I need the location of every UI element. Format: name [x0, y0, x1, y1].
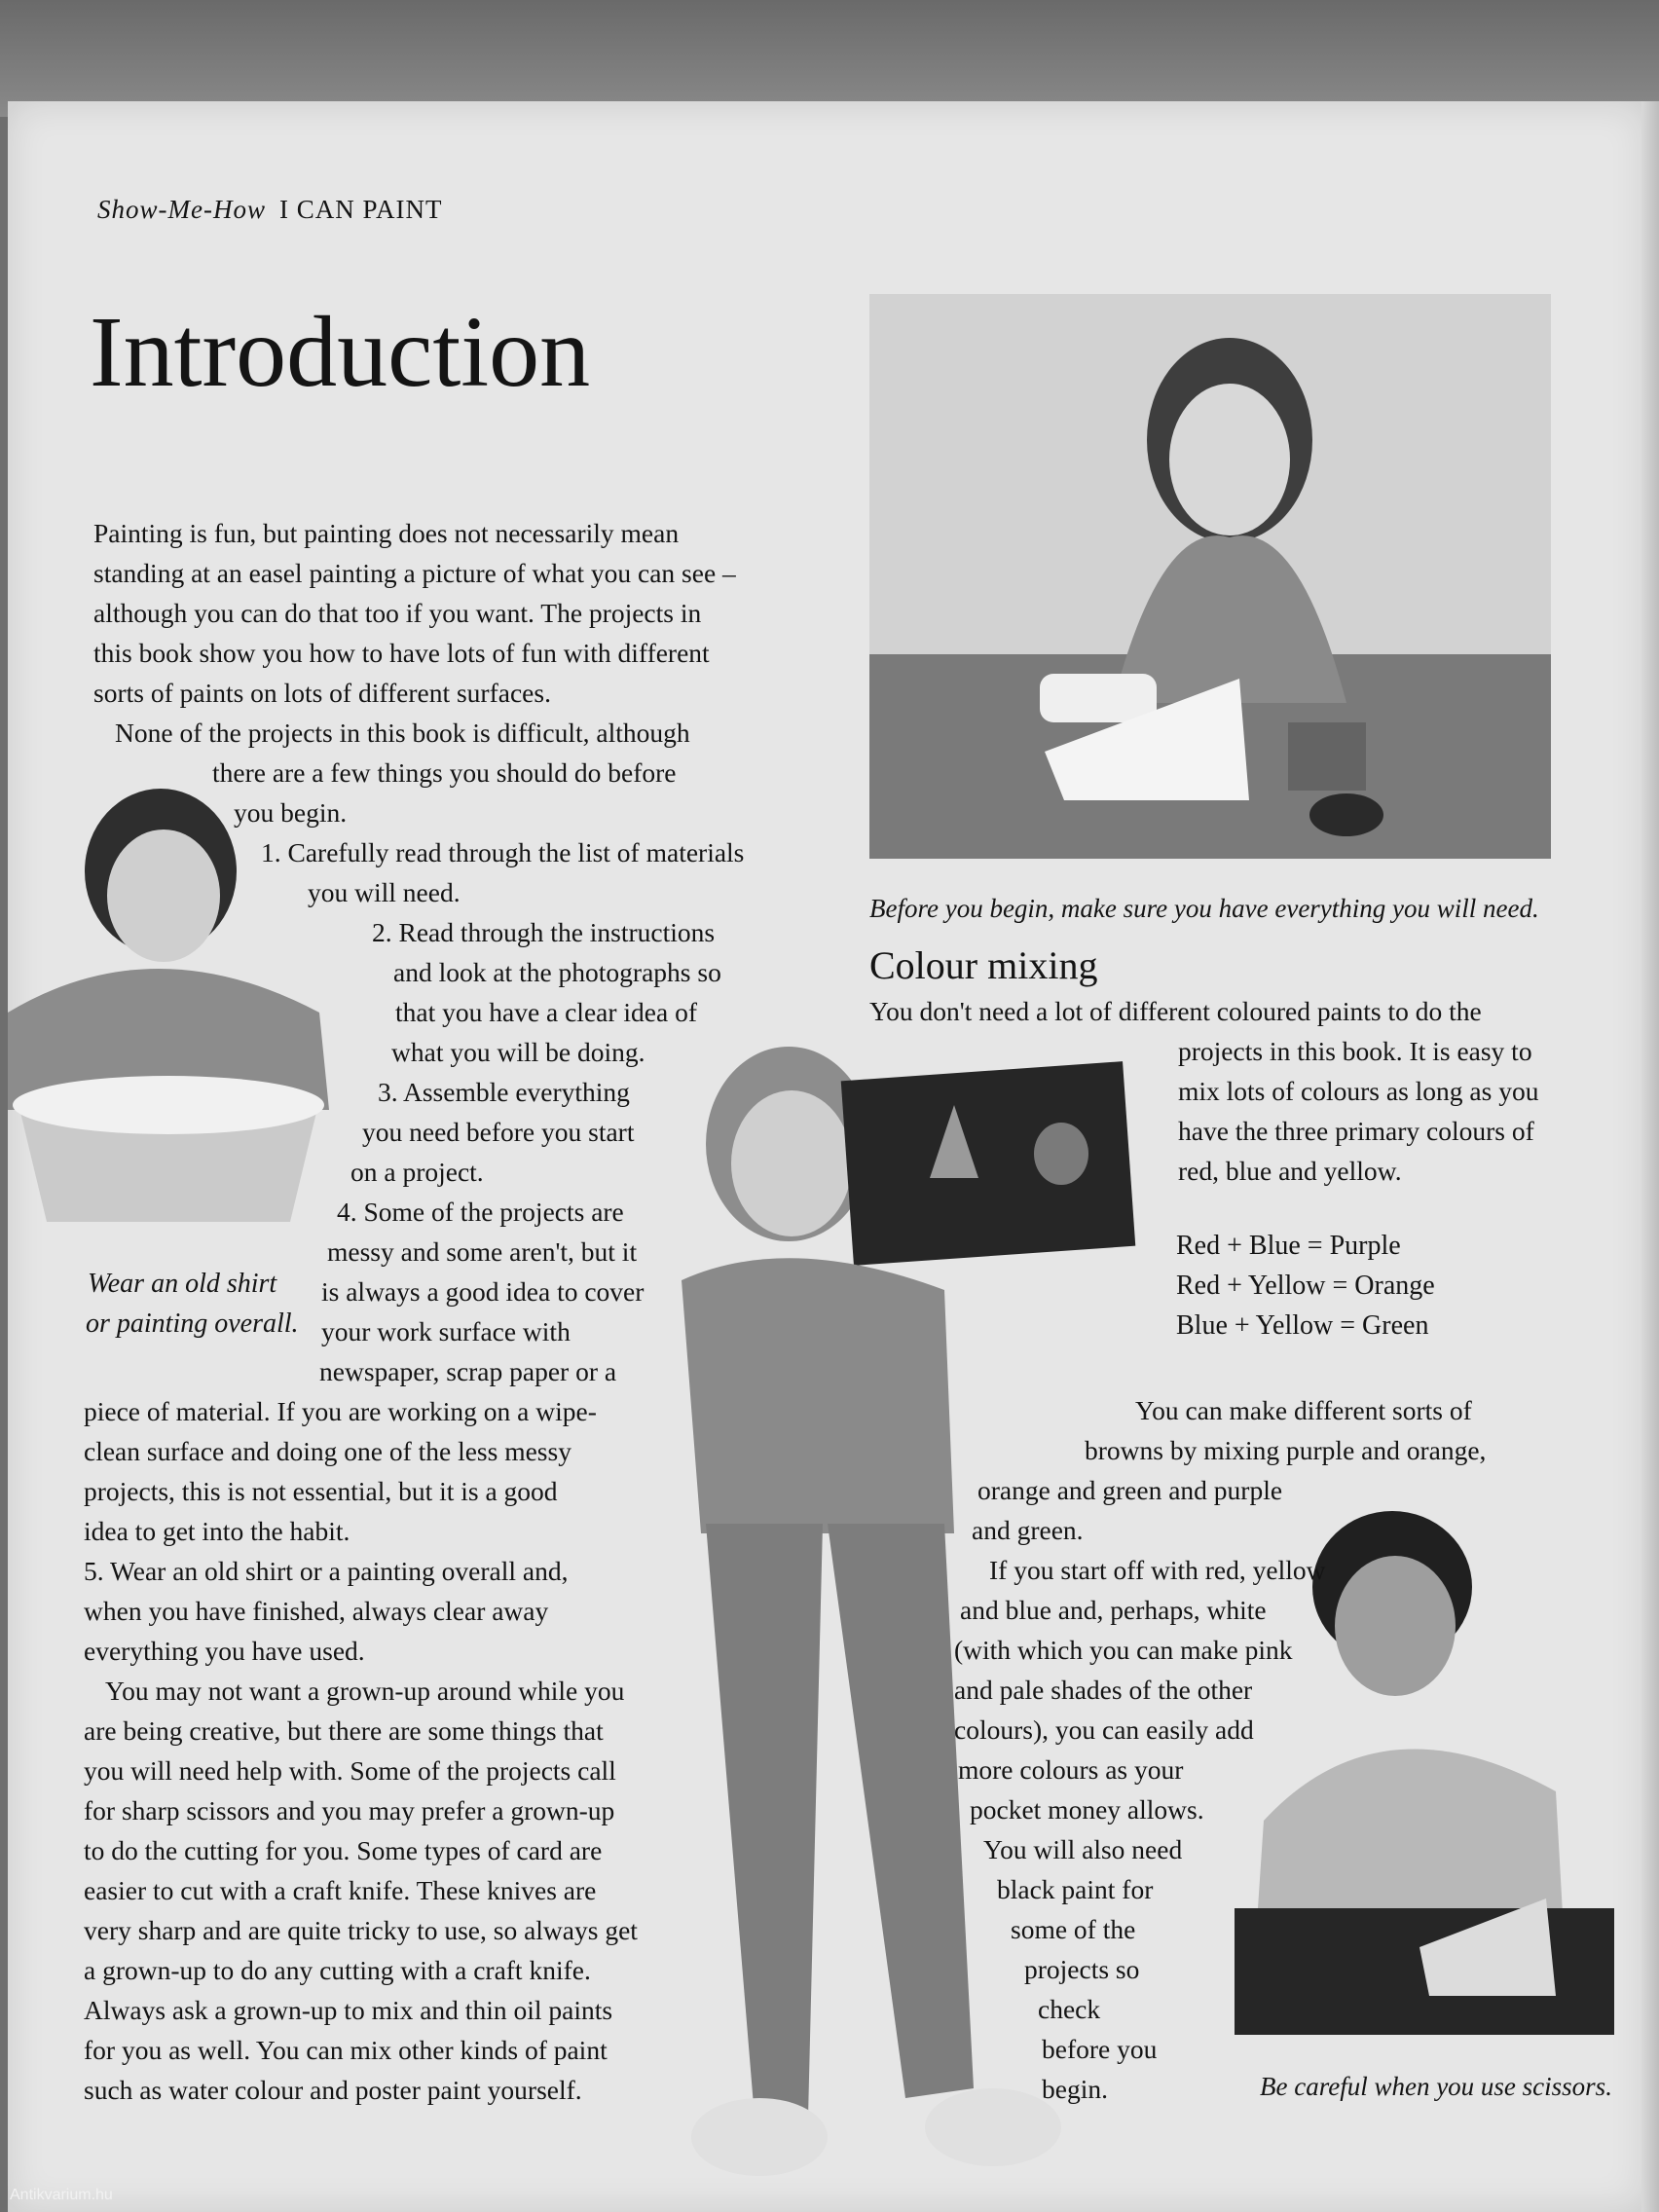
- text-line: projects, this is not essential, but it is a good: [84, 1476, 558, 1506]
- text-line: projects in this book. It is easy to: [1178, 1036, 1532, 1066]
- caption-before-you-begin: Before you begin, make sure you have everything you will need.: [869, 894, 1539, 923]
- watermark: Antikvarium.hu: [10, 2187, 113, 2203]
- text-line: for you as well. You can mix other kinds of paint: [84, 2035, 608, 2065]
- text-line: Always ask a grown-up to mix and thin oil paints: [84, 1995, 613, 2025]
- text-line: newspaper, scrap paper or a: [319, 1356, 617, 1386]
- caption-overall-line-2: or painting overall.: [86, 1309, 299, 1339]
- text-line: (with which you can make pink: [954, 1635, 1293, 1665]
- text-line: and green.: [972, 1515, 1084, 1545]
- text-line: piece of material. If you are working on a wipe-: [84, 1396, 597, 1426]
- text-line: you need before you start: [362, 1117, 635, 1147]
- text-line: easier to cut with a craft knife. These knives are: [84, 1875, 597, 1905]
- text-line: some of the: [1011, 1914, 1136, 1944]
- text-line: and pale shades of the other: [954, 1675, 1253, 1705]
- colour-equation-purple: Red + Blue = Purple: [1176, 1231, 1401, 1261]
- text-line: You will also need: [983, 1834, 1183, 1864]
- text-line: You may not want a grown-up around while you: [105, 1676, 625, 1706]
- text-line: orange and green and purple: [977, 1475, 1283, 1505]
- colour-equation-orange: Red + Yellow = Orange: [1176, 1271, 1435, 1301]
- text-line: you will need.: [308, 877, 461, 907]
- text-line: begin.: [1042, 2074, 1108, 2104]
- text-line: idea to get into the habit.: [84, 1516, 350, 1546]
- text-line: and look at the photographs so: [393, 957, 721, 987]
- text-line: sorts of paints on lots of different surfaces.: [93, 678, 551, 708]
- text-line: are being creative, but there are some things that: [84, 1715, 604, 1746]
- colour-mixing-heading: Colour mixing: [869, 943, 1098, 987]
- text-line: such as water colour and poster paint yourself.: [84, 2075, 582, 2105]
- text-line: is always a good idea to cover: [321, 1276, 645, 1307]
- text-line: You don't need a lot of different coloured paints to do the: [869, 996, 1482, 1026]
- text-line: None of the projects in this book is difficult, although: [115, 718, 690, 748]
- text-line: and blue and, perhaps, white: [960, 1595, 1267, 1625]
- caption-overall-line-1: Wear an old shirt: [88, 1269, 277, 1299]
- text-line: mix lots of colours as long as you: [1178, 1076, 1539, 1106]
- text-line: to do the cutting for you. Some types of card are: [84, 1835, 603, 1865]
- text-line: 2. Read through the instructions: [372, 917, 716, 947]
- text-line: very sharp and are quite tricky to use, so always get: [84, 1915, 638, 1945]
- photo-girl-with-materials-illustration: [869, 294, 1551, 859]
- text-line: Painting is fun, but painting does not necessarily mean: [93, 518, 680, 548]
- text-line: a grown-up to do any cutting with a craft knife.: [84, 1955, 591, 1985]
- photo-girl-with-materials: [869, 294, 1551, 859]
- text-line: have the three primary colours of: [1178, 1116, 1534, 1146]
- text-line: clean surface and doing one of the less messy: [84, 1436, 571, 1466]
- text-line: browns by mixing purple and orange,: [1085, 1435, 1487, 1465]
- text-line: You can make different sorts of: [1135, 1395, 1472, 1425]
- text-line: 4. Some of the projects are: [337, 1197, 624, 1227]
- text-line: 3. Assemble everything: [378, 1077, 630, 1107]
- series-name: Show-Me-How: [97, 195, 266, 224]
- text-line: black paint for: [997, 1874, 1154, 1904]
- colour-equation-green: Blue + Yellow = Green: [1176, 1310, 1429, 1341]
- text-line: 1. Carefully read through the list of materials: [261, 837, 745, 867]
- text-line: 5. Wear an old shirt or a painting overall and,: [84, 1556, 569, 1586]
- text-line: before you: [1042, 2034, 1158, 2064]
- text-line: you will need help with. Some of the projects call: [84, 1755, 616, 1786]
- text-line: your work surface with: [321, 1316, 571, 1346]
- text-line: although you can do that too if you want. The projects in: [93, 598, 702, 628]
- text-line: red, blue and yellow.: [1178, 1156, 1402, 1186]
- text-line: colours), you can easily add: [954, 1714, 1254, 1745]
- text-line: for sharp scissors and you may prefer a grown-up: [84, 1795, 615, 1825]
- text-line: standing at an easel painting a picture of what you can see –: [93, 558, 736, 588]
- text-line: If you start off with red, yellow: [989, 1555, 1326, 1585]
- text-line: this book show you how to have lots of fun with different: [93, 638, 710, 668]
- caption-scissors: Be careful when you use scissors.: [1260, 2072, 1612, 2101]
- running-header: [97, 195, 443, 225]
- page-title: Introduction: [90, 296, 591, 408]
- page-edge: [1641, 101, 1659, 2212]
- text-line: on a project.: [350, 1157, 484, 1187]
- text-line: projects so: [1024, 1954, 1140, 1984]
- book-title: I CAN PAINT: [278, 195, 443, 224]
- text-line: what you will be doing.: [391, 1037, 645, 1067]
- text-line: more colours as your: [958, 1754, 1184, 1785]
- text-line: that you have a clear idea of: [395, 997, 697, 1027]
- text-line: you begin.: [234, 797, 348, 828]
- text-line: check: [1038, 1994, 1101, 2024]
- scan-background: [0, 0, 1659, 117]
- text-line: everything you have used.: [84, 1636, 365, 1666]
- text-line: messy and some aren't, but it: [327, 1236, 638, 1267]
- text-line: pocket money allows.: [970, 1794, 1204, 1825]
- text-line: there are a few things you should do before: [212, 757, 677, 788]
- text-line: when you have finished, always clear away: [84, 1596, 549, 1626]
